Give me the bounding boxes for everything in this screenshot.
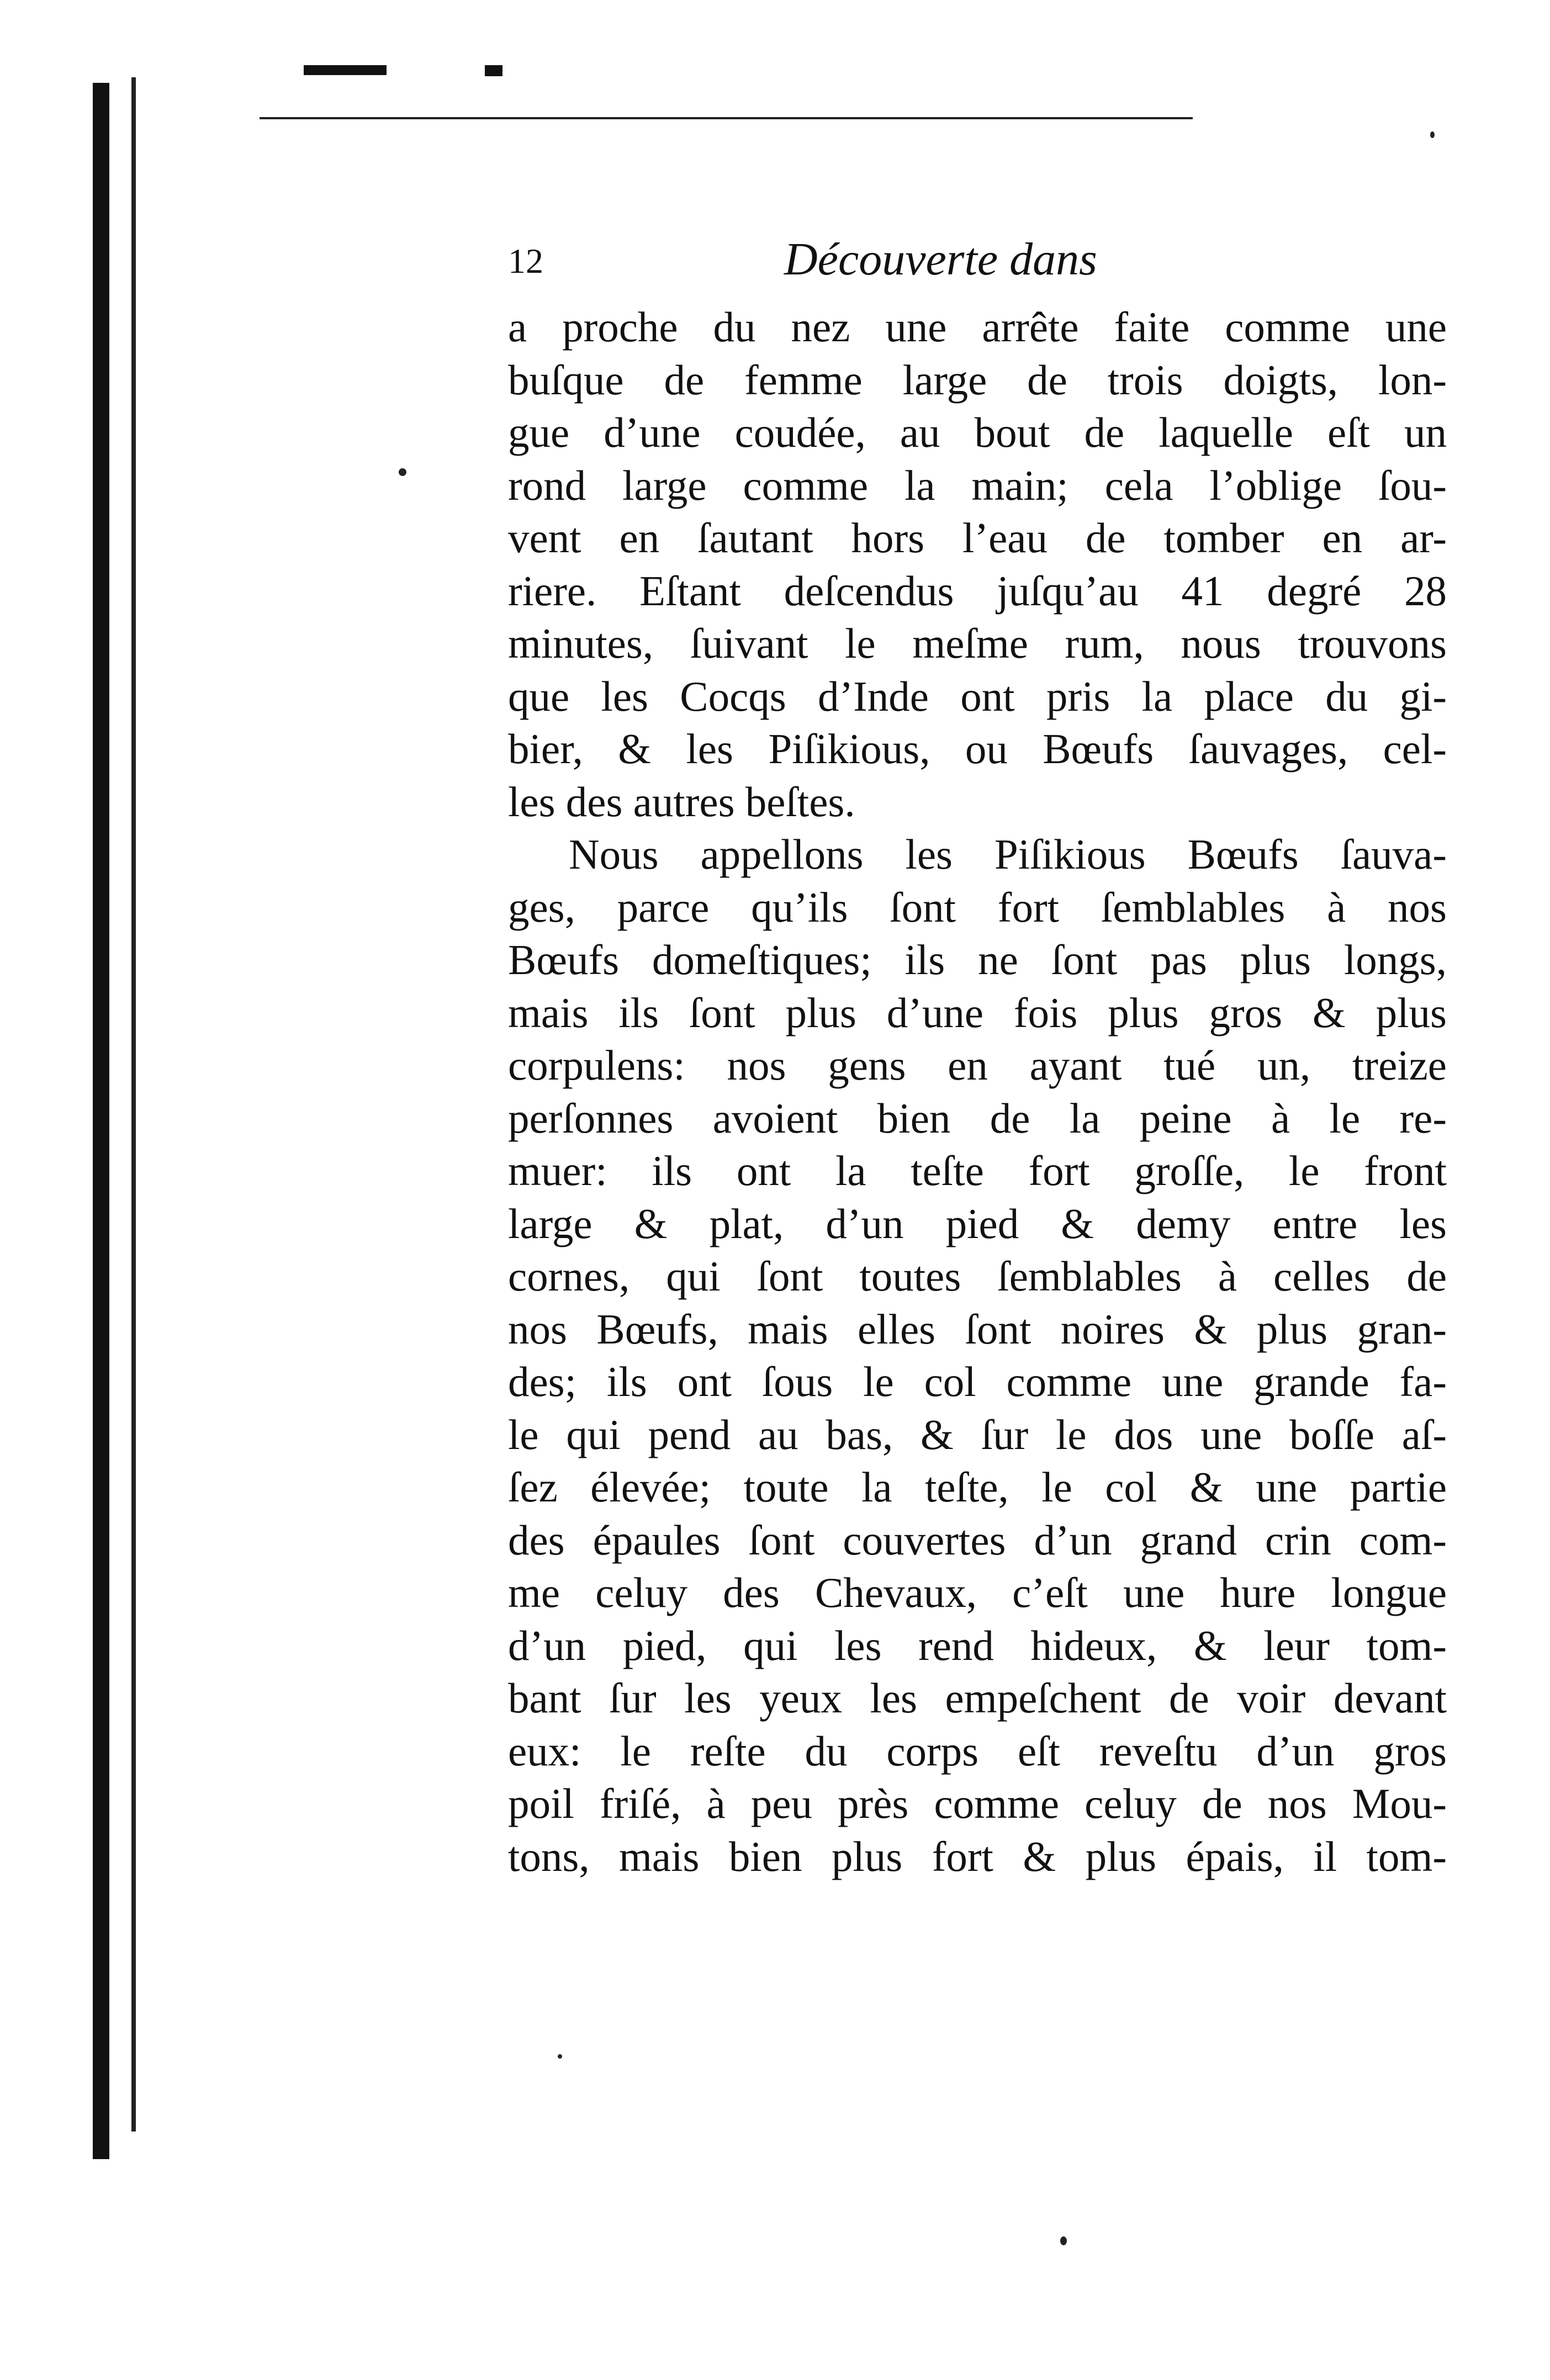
text-line: que les Cocqs d’Inde ont pris la place du gi- <box>508 672 1447 720</box>
scan-top-mark <box>485 65 502 76</box>
scan-top-rule <box>260 117 1193 119</box>
text-line: buſque de femme large de trois doigts, lon- <box>508 356 1447 404</box>
text-line: des; ils ont ſous le col comme une grande fa- <box>508 1358 1447 1405</box>
text-line: nos Bœufs, mais elles ſont noires & plus gran- <box>508 1305 1447 1353</box>
scan-gutter-line <box>131 77 136 2132</box>
text-line: large & plat, d’un pied & demy entre les <box>508 1199 1447 1247</box>
text-line: bier, & les Piſikious, ou Bœufs ſauvages, cel- <box>508 725 1447 773</box>
text-line: a proche du nez une arrête faite comme une <box>508 303 1447 351</box>
page-title: Découverte dans <box>784 234 1097 285</box>
text-line: le qui pend au bas, & ſur le dos une boſſe aſ- <box>508 1410 1447 1458</box>
text-line: ges, parce qu’ils ſont fort ſemblables à nos <box>508 883 1447 931</box>
text-line: tons, mais bien plus fort & plus épais, il tom- <box>508 1832 1447 1880</box>
text-line: mais ils ſont plus d’une fois plus gros & plus <box>508 988 1447 1036</box>
text-line: Nous appellons les Piſikious Bœufs ſauva- <box>569 831 1447 878</box>
text-line: corpulens: nos gens en ayant tué un, treize <box>508 1041 1447 1089</box>
running-head <box>508 232 1447 293</box>
text-line: Bœufs domeſtiques; ils ne ſont pas plus longs, <box>508 936 1447 983</box>
text-line: ſez élevée; toute la teſte, le col & une partie <box>508 1463 1447 1511</box>
scan-speck <box>558 2054 562 2059</box>
text-line: me celuy des Chevaux, c’eſt une hure longue <box>508 1569 1447 1616</box>
text-line: vent en ſautant hors l’eau de tomber en ar- <box>508 514 1447 562</box>
scan-top-mark <box>304 65 387 75</box>
text-line: gue d’une coudée, au bout de laquelle eſt un <box>508 409 1447 456</box>
text-line: riere. Eſtant deſcendus juſqu’au 41 degré 28 <box>508 567 1447 615</box>
text-line: les des autres beſtes. <box>508 778 855 826</box>
scan-speck <box>1430 131 1435 138</box>
text-line: eux: le reſte du corps eſt reveſtu d’un gros <box>508 1727 1447 1775</box>
body-text <box>508 301 1447 1883</box>
scan-speck <box>399 468 406 476</box>
scan-gutter-shadow <box>93 83 109 2159</box>
text-line: rond large comme la main; cela l’oblige ſou- <box>508 461 1447 509</box>
text-line: d’un pied, qui les rend hideux, & leur tom- <box>508 1621 1447 1669</box>
text-line: perſonnes avoient bien de la peine à le re- <box>508 1094 1447 1142</box>
text-line: muer: ils ont la teſte fort groſſe, le front <box>508 1147 1447 1194</box>
text-line: poil friſé, à peu près comme celuy de nos Mou- <box>508 1780 1447 1827</box>
text-line: bant ſur les yeux les empeſchent de voir devant <box>508 1674 1447 1722</box>
text-line: minutes, ſuivant le meſme rum, nous trouvons <box>508 620 1447 667</box>
text-line: cornes, qui ſont toutes ſemblables à celles de <box>508 1252 1447 1300</box>
scan-speck <box>1060 2236 1067 2245</box>
page-number: 12 <box>508 241 543 281</box>
text-line: des épaules ſont couvertes d’un grand crin com- <box>508 1516 1447 1564</box>
